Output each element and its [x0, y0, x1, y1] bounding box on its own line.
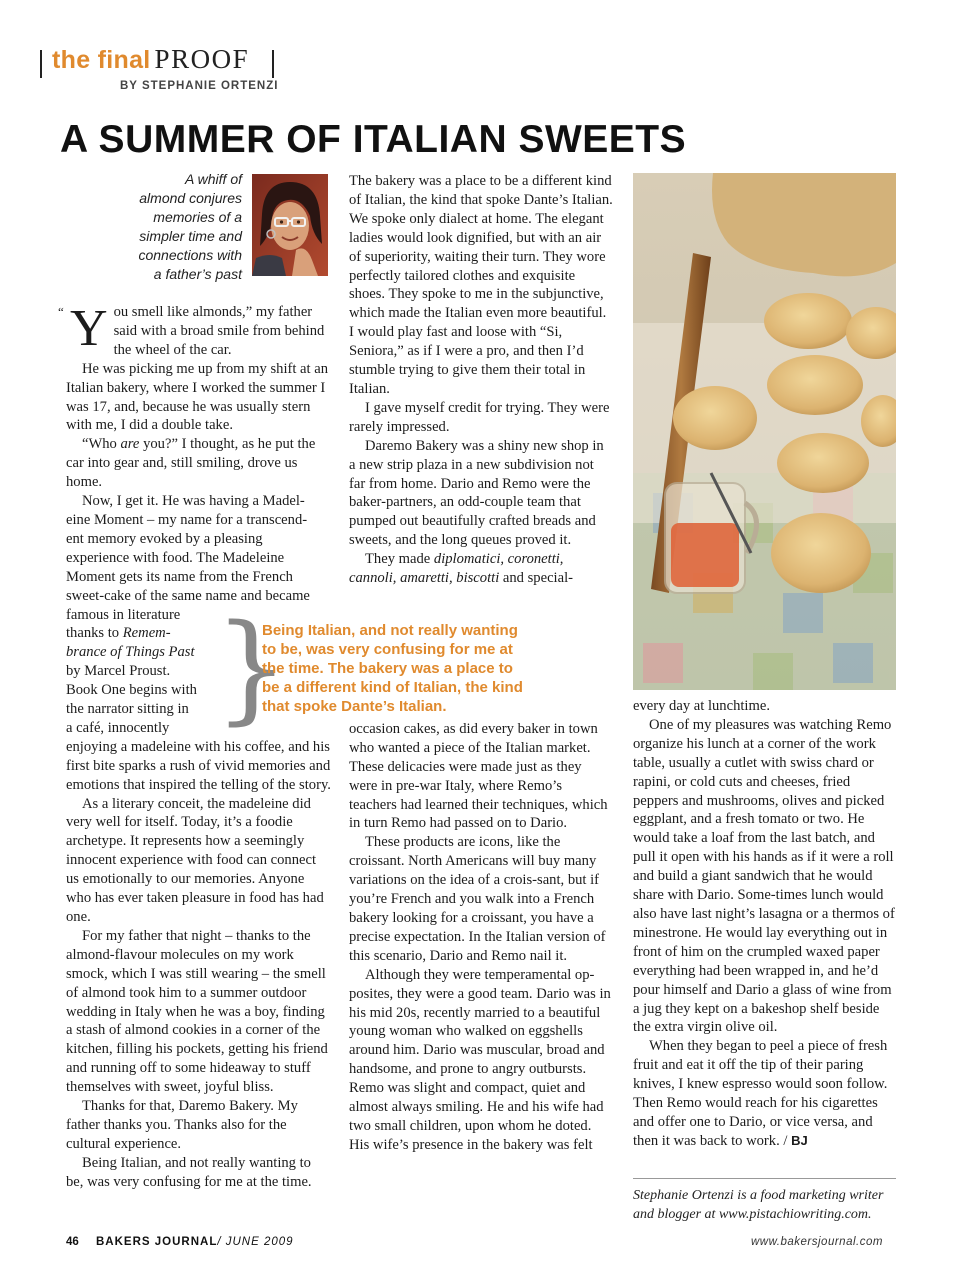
- bio-divider: [633, 1178, 896, 1179]
- pullquote-line: to be, was very confusing for me at: [262, 641, 513, 658]
- pullquote-line: be a different kind of Italian, the kind: [262, 679, 523, 696]
- text: When they began to peel a piece of fresh fruit and eat it off the tip of their paring knives, I knew espresso would soon follow. Then Remo would reach for his cigarettes and offer one to Dario, or vice versa, and then it was back to work. /: [633, 1038, 888, 1149]
- pullquote-gap: [349, 588, 613, 720]
- paragraph: occasion cakes, as did every baker in town who wanted a piece of the Italian market. These delicacies were made just as they were in pre-war Italy, where Remo’s teachers had learned their techniques, which in turn Remo had passed on to Dario.: [349, 720, 608, 832]
- section-title-bold: the final: [52, 46, 151, 74]
- magazine-name: BAKERS JOURNAL: [96, 1236, 218, 1248]
- paragraph: [349, 550, 613, 588]
- paragraph: For my father that night – thanks to the almond-flavour molecules on my work smock, which I was still wearing – the smell of almond took him to a summer outdoor wedding in Italy when he was a boy, finding a stash of almond cookies in a corner of the kitchen, filling his pockets, getting his friend and running off to some hideaway to stuff themselves with sweet, joyful bliss.: [66, 927, 328, 1096]
- emphasis: Remem-: [122, 625, 171, 642]
- line: famous in literature: [66, 606, 181, 623]
- page-number: 46: [66, 1236, 79, 1248]
- signoff: BJ: [791, 1132, 808, 1148]
- line: Book One begins with: [66, 682, 197, 699]
- line: Now, I get it. He was having a Madel-: [82, 493, 305, 510]
- line: eine Moment – my name for a transcend-: [66, 511, 308, 528]
- paragraph: [66, 435, 332, 492]
- section-title-serif: PROOF: [154, 44, 250, 74]
- line: a café, innocently: [66, 719, 170, 736]
- paragraph: These products are icons, like the croissant. North Americans will buy many variations on the idea of a crois-sant, but if you’re French and you walk into a French bakery looking for a croissant, you have a precise expectation. In the Italian version of this scenario, Dario and Remo nail it.: [349, 834, 606, 964]
- pullquote-line: the time. The bakery was a place to: [262, 660, 513, 677]
- column-2: [349, 172, 613, 1155]
- deck-line: memories of a: [153, 209, 242, 225]
- line: Moment gets its name from the French: [66, 568, 293, 585]
- text: They made: [365, 551, 434, 568]
- paragraph: As a literary conceit, the madeleine did very well for itself. Today, it’s a foodie archetype. It represents how a seemingly innocent experience with food can connect us emotionally to our memories. Anyone who has ever taken pleasure in food has had one.: [66, 795, 324, 925]
- author-bio: Stephanie Ortenzi is a food marketing writer and blogger at www.pistachiowriting.com.: [633, 1188, 884, 1222]
- paragraph: The bakery was a place to be a different kind of Italian, the kind that spoke Dante’s Italian. We spoke only dialect at home. The elegant ladies would look dignified, but with an air of superiority, waiting their turn. They wore perfectly tailored clothes and exquisite shoes. They spoke to me in the subjunctive, which made the Italian even more beautiful. I would play fast and loose with “Si, Seniora,” as if I were a pro, and then I’d stumble trying to give them their total in Italian.: [349, 173, 613, 397]
- paragraph: He was picking me up from my shift at an Italian bakery, where I worked the summer I was 17, and, because he was usually stern with me, I did a double take.: [66, 360, 329, 434]
- paragraph: I gave myself credit for trying. They were rarely impressed.: [349, 399, 610, 435]
- paragraph: One of my pleasures was watching Remo organize his lunch at a corner of the work table, usually a cutlet with swiss chard or rapini, or cold cuts and cheeses, fried peppers and mushrooms, olives and picked eggplant, and a fresh tomato or two. He would take a loaf from the last batch, and pull it open with his hands as if it were a roll and build a giant sandwich that he would share with Dario. Some-times lunch would also have last night’s lasagna or a thermos of minestrone. He would lay everything out in front of him on the crumpled waxed paper everything had been wrapped in, and he’d pour himself and Dario a glass of wine from a jug they kept on a bakeshop shelf beside the extra virgin olive oil.: [633, 716, 895, 1036]
- paragraph-text: ou smell like almonds,” my father said with a broad smile from behind the wheel of the car.: [113, 304, 325, 358]
- text: “Who: [82, 436, 121, 453]
- pullquote-line: Being Italian, and not really wanting: [262, 622, 518, 639]
- open-quote-mark: “: [58, 304, 64, 319]
- deck-line: simpler time and: [139, 228, 242, 244]
- paragraph: Thanks for that, Daremo Bakery. My father thanks you. Thanks also for the cultural experience.: [66, 1098, 298, 1152]
- column-3: [633, 697, 899, 1151]
- emphasis: diplomatici, coronetti, cannoli, amaretti, biscotti: [349, 551, 564, 587]
- line: by Marcel Proust.: [66, 663, 171, 680]
- emphasis: brance of Things Past: [66, 644, 195, 661]
- section-title: [52, 44, 249, 75]
- text: and special-: [499, 570, 573, 587]
- deck-line: almond conjures: [139, 190, 242, 206]
- line: experience with food. The Madeleine: [66, 549, 285, 566]
- paragraph: Although they were temperamental op-posites, they were a good team. Dario was in his mid 20s, recently married to a beautiful young woman who walked on eggshells around him. Dario was muscular, broad and handsome, and prone to angry outbursts. Remo was slight and compact, quiet and almost always smiling. He and his wife had two small children, upon whom he doted. His wife’s presence in the bakery was felt: [349, 966, 611, 1153]
- footer-url: www.bakersjournal.com: [751, 1236, 883, 1248]
- emphasis: are: [120, 436, 140, 453]
- article-headline: A SUMMER OF ITALIAN SWEETS: [60, 118, 687, 161]
- deck-line: A whiff of: [184, 171, 242, 187]
- deck-line: connections with: [138, 247, 242, 263]
- pullquote-brace: }: [214, 598, 290, 736]
- column-1: [58, 300, 332, 1192]
- line: the narrator sitting in: [66, 701, 189, 718]
- text: thanks to: [66, 625, 123, 642]
- article-deck: [100, 170, 242, 284]
- drop-cap: Y: [70, 300, 108, 357]
- header-bar-left: [40, 50, 42, 78]
- pullquote-line: that spoke Dante’s Italian.: [262, 698, 447, 715]
- line: ent memory evoked by a pleasing: [66, 530, 263, 547]
- paragraph: Being Italian, and not really wanting to be, was very confusing for me at the time.: [66, 1154, 312, 1190]
- paragraph: every day at lunchtime.: [633, 698, 770, 714]
- header-bar-right: [272, 50, 274, 78]
- author-photo: [252, 174, 328, 276]
- paragraph: [633, 1037, 899, 1150]
- text: you?” I thought, as he put the car into gear and, still smiling, drove us home.: [66, 436, 316, 491]
- footer-left: [66, 1236, 294, 1248]
- deck-line: a father’s past: [153, 266, 242, 282]
- line: sweet-cake of the same name and became: [66, 587, 310, 604]
- paragraph: [66, 300, 332, 360]
- paragraph: Daremo Bakery was a shiny new shop in a new strip plaza in a new subdivision not far from home. Dario and Remo were the baker-partners, an odd-couple team that pumped out beautifully crafted breads and sweets, and the long queues proved it.: [349, 437, 604, 549]
- line: enjoying a madeleine with his coffee, and his first bite sparks a rush of vivid memories and emotions that inspired the telling of the story.: [66, 738, 331, 793]
- issue-date: / JUNE 2009: [217, 1236, 294, 1248]
- byline: BY STEPHANIE ORTENZI: [120, 80, 279, 92]
- main-photo: [633, 173, 896, 690]
